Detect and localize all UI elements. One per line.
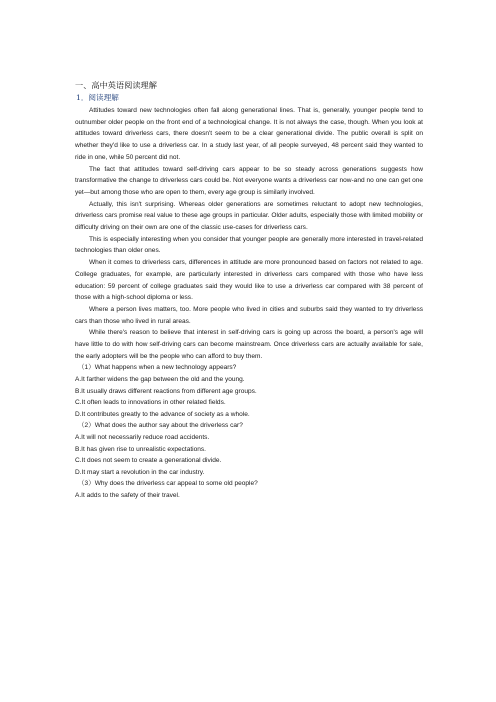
- section-title: 一、高中英语阅读理解: [75, 80, 157, 90]
- passage: [75, 105, 423, 362]
- option-d: D.It may start a revolution in the car industry.: [75, 468, 205, 476]
- option-a: A.It will not necessarily reduce road accidents.: [75, 434, 210, 442]
- paragraph-2: The fact that attitudes toward self-driving cars appear to be so steady across generations suggests how transformative the change to driverless cars could be. Not everyone wants a driverless car now-and no one can get one yet—but among those who are open to them, every age group is similarly involved.: [75, 165, 423, 196]
- option-c: C.It often leads to innovations in other related fields.: [75, 399, 226, 407]
- option-a: A.It farther widens the gap between the old and the young.: [75, 376, 245, 384]
- document-page: [75, 80, 423, 502]
- question-stem: （1）What happens when a new technology appears?: [78, 364, 237, 372]
- question-stem: （2）What does the author say about the driverless car?: [78, 422, 243, 430]
- paragraph-6: Where a person lives matters, too. More people who lived in cities and suburbs said they wanted to try driverless cars than those who lived in rural areas.: [75, 305, 423, 325]
- option-c: C.It does not seem to create a generational divide.: [75, 457, 222, 465]
- paragraph-7: While there's reason to believe that interest in self-driving cars is going up across the board, a person's age will have little to do with how self-driving cars can become mainstream. Once driverless cars are actually available for sale, the early adopters will be the people who can afford to buy them.: [75, 329, 423, 360]
- option-b: B.It has given rise to unrealistic expectations.: [75, 445, 207, 453]
- question-3: [75, 478, 423, 501]
- paragraph-3: Actually, this isn't surprising. Whereas older generations are sometimes reluctant to adopt new technologies, driverless cars promise real value to these age groups in particular. Older adults, especially those with limited mobility or difficulty driving on their own are one of the classic use-cases for driverless cars.: [75, 200, 423, 232]
- question-2: [75, 420, 423, 478]
- paragraph-1: Attitudes toward new technologies often fall along generational lines. That is, generally, younger people tend to outnumber older people on the front end of a technological change. It is not always the case, though. When you look at attitudes toward driverless cars, there doesn't seem to be a clear generational divide. The public overall is split on whether they'd like to use a driverless car. In a study last year, of all people surveyed, 48 percent said they wanted to ride in one, while 50 percent did not.: [75, 107, 423, 161]
- option-d: D.It contributes greatly to the advance of society as a whole.: [75, 410, 250, 418]
- option-a: A.It adds to the safety of their travel.: [75, 492, 180, 499]
- sub-title: 1．阅读理解: [76, 93, 119, 102]
- paragraph-4: This is especially interesting when you consider that younger people are generally more interested in travel-related technologies than older ones.: [75, 235, 423, 255]
- question-1: [75, 362, 423, 420]
- option-b: B.It usually draws different reactions from different age groups.: [75, 387, 257, 395]
- paragraph-5: When it comes to driverless cars, differences in attitude are more pronounced based on factors not related to age. College graduates, for example, are particularly interested in driverless cars compared with those who have less education: 59 percent of college graduates said they would like to use a driverless car compared with 38 percent of those with a high-school diploma or less.: [75, 259, 423, 302]
- question-stem: （3）Why does the driverless car appeal to some old people?: [78, 480, 258, 488]
